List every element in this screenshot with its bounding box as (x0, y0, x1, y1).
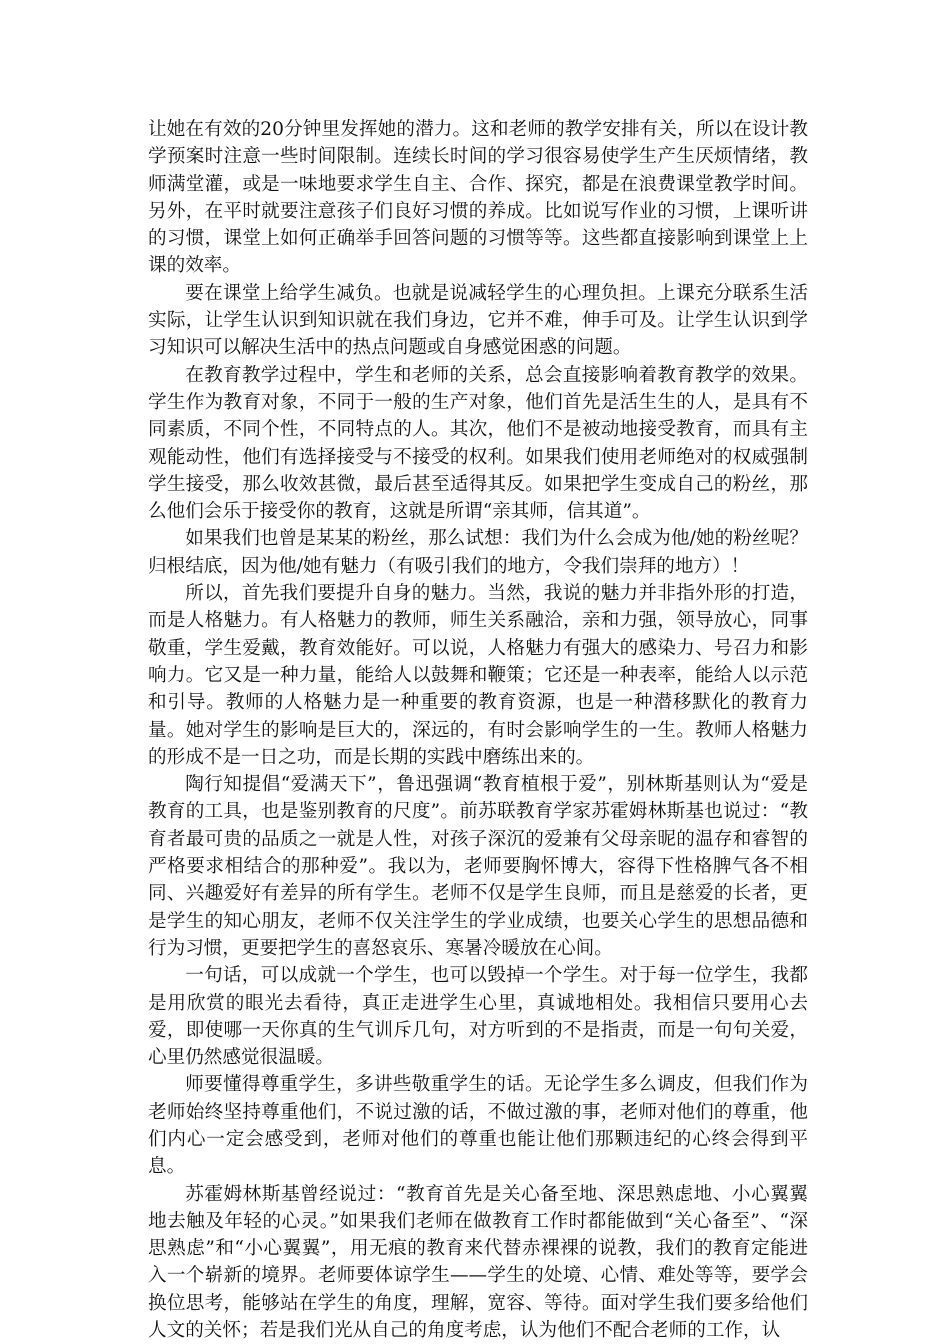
paragraph-3: 在教育教学过程中，学生和老师的关系，总会直接影响着教育教学的效果。学生作为教育对象，不同于一般的生产对象，他们首先是活生生的人，是具有不同素质，不同个性，不同特点的人。其次，他们不是被动地接受教育，而具有主观能动性，他们有选择接受与不接受的权利。如果我们使用老师绝对的权威强制学生接受，那么收效甚微，最后甚至适得其反。如果把学生变成自己的粉丝，那么他们会乐于接受你的教育，这就是所谓“亲其师，信其道”。 (148, 364, 808, 523)
paragraph-2: 要在课堂上给学生减负。也就是说减轻学生的心理负担。上课充分联系生活实际，让学生认识到知识就在我们身边，它并不难，伸手可及。让学生认识到学习知识可以解决生活中的热点问题或自身感觉困惑的问题。 (148, 282, 808, 359)
paragraph-4: 如果我们也曾是某某的粉丝，那么试想：我们为什么会成为他/她的粉丝呢？归根结底，因为他/她有魅力（有吸引我们的地方，令我们崇拜的地方）！ (148, 528, 808, 577)
paragraph-7: 一句话，可以成就一个学生，也可以毁掉一个学生。对于每一位学生，我都是用欣赏的眼光去看待，真正走进学生心里，真诚地相处。我相信只要用心去爱，即使哪一天你真的生气训斥几句，对方听到的不是指责，而是一句句关爱，心里仍然感觉很温暖。 (148, 965, 808, 1069)
paragraph-6: 陶行知提倡“爱满天下”，鲁迅强调“教育植根于爱”，别林斯基则认为“爱是教育的工具，也是鉴别教育的尺度”。前苏联教育学家苏霍姆林斯基也说过：“教育者最可贵的品质之一就是人性，对孩子深沉的爱兼有父母亲昵的温存和睿智的严格要求相结合的那种爱”。我以为，老师要胸怀博大，容得下性格脾气各不相同、兴趣爱好有差异的所有学生。老师不仅是学生良师，而且是慈爱的长者，更是学生的知心朋友，老师不仅关注学生的学业成绩，也要关心学生的思想品德和行为习惯，更要把学生的喜怒哀乐、寒暑冷暖放在心间。 (148, 774, 808, 959)
paragraph-5: 所以，首先我们要提升自身的魅力。当然，我说的魅力并非指外形的打造，而是人格魅力。有人格魅力的教师，师生关系融洽，亲和力强，领导放心，同事敬重，学生爱戴，教育效能好。可以说，人格魅力有强大的感染力、号召力和影响力。它又是一种力量，能给人以鼓舞和鞭策；它还是一种表率，能给人以示范和引导。教师的人格魅力是一种重要的教育资源，也是一种潜移默化的教育力量。她对学生的影响是巨大的，深远的，有时会影响学生的一生。教师人格魅力的形成不是一日之功，而是长期的实践中磨练出来的。 (148, 583, 808, 768)
paragraph-9: 苏霍姆林斯基曾经说过：“教育首先是关心备至地、深思熟虑地、小心翼翼地去触及年轻的心灵。”如果我们老师在做教育工作时都能做到“关心备至”、“深思熟虑”和“小心翼翼”，用无痕的教育来代替赤裸裸的说教，我们的教育定能进入一个崭新的境界。老师要体谅学生——学生的处境、心情、难处等等，要学会换位思考，能够站在学生的角度，理解，宽容、等待。面对学生我们要多给他们人文的关怀；若是我们光从自己的角度考虑，认为他们不配合老师的工作，认 (148, 1183, 808, 1342)
document-page (148, 116, 808, 1344)
paragraph-1: 让她在有效的20分钟里发挥她的潜力。这和老师的教学安排有关，所以在设计教学预案时注意一些时间限制。连续长时间的学习很容易使学生产生厌烦情绪，教师满堂灌，或是一味地要求学生自主、合作、探究，都是在浪费课堂教学时间。另外，在平时就要注意孩子们良好习惯的养成。比如说写作业的习惯，上课听讲的习惯，课堂上如何正确举手回答问题的习惯等等。这些都直接影响到课堂上上课的效率。 (148, 119, 808, 277)
paragraph-8: 师要懂得尊重学生，多讲些敬重学生的话。无论学生多么调皮，但我们作为老师始终坚持尊重他们，不说过激的话，不做过激的事，老师对他们的尊重，他们内心一定会感受到，老师对他们的尊重也能让他们那颗违纪的心终会得到平息。 (148, 1074, 808, 1178)
